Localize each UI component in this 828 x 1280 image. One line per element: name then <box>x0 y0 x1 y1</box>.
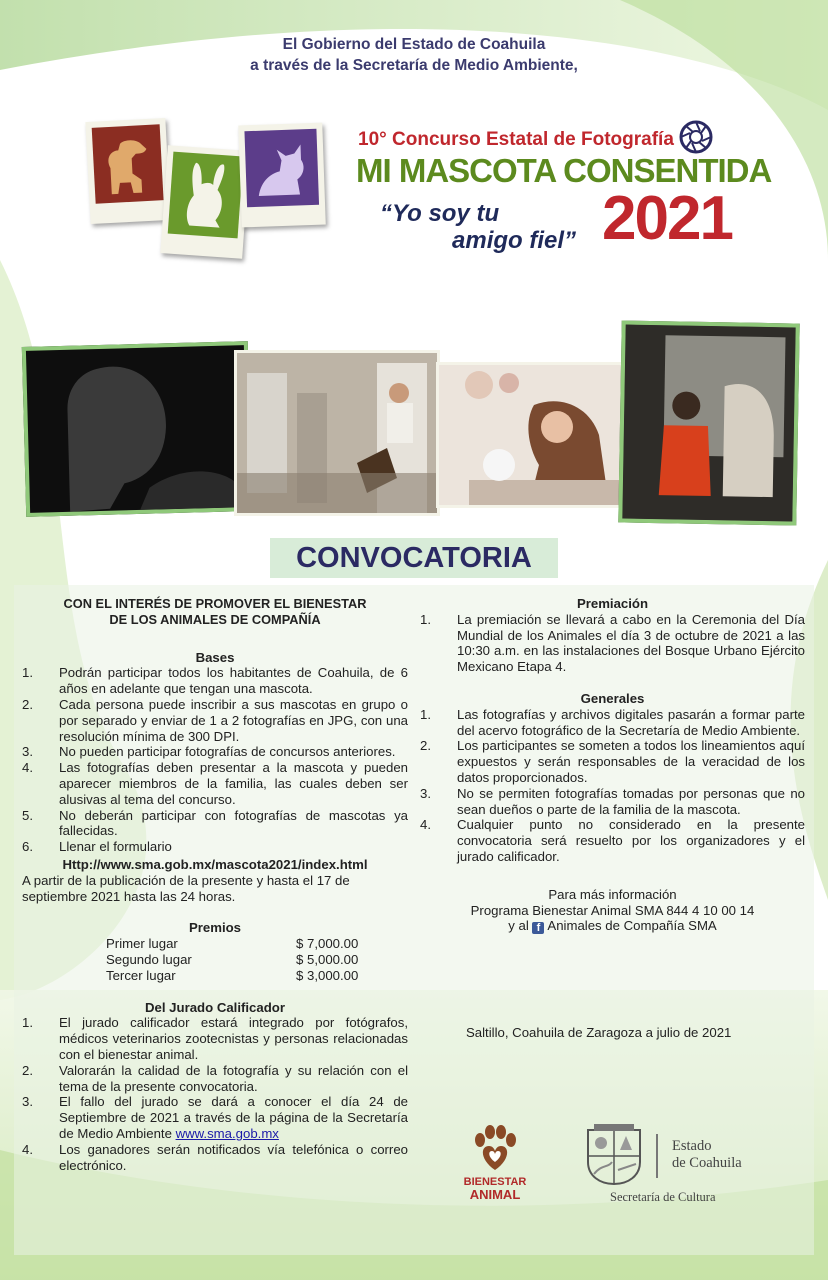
convocatoria-heading: CONVOCATORIA <box>270 538 558 578</box>
photo-strip <box>24 340 814 510</box>
list-item <box>22 665 408 697</box>
estado-line-2: de Coahuila <box>672 1155 742 1171</box>
item-number: 3. <box>22 744 33 760</box>
list-item <box>22 1142 408 1174</box>
deadline-text: A partir de la publicación de la presente y hasta el 17 de septiembre 2021 hasta las 24 horas. <box>22 872 350 904</box>
header <box>0 34 828 76</box>
list-item <box>420 707 805 739</box>
intro-line-1: CON EL INTERÉS DE PROMOVER EL BIENESTAR <box>63 596 367 611</box>
prize-place: Primer lugar <box>106 936 178 952</box>
jurado-title: Del Jurado Calificador <box>145 999 285 1015</box>
contest-tagline: “Yo soy tu amigo fiel” <box>380 200 577 254</box>
list-item <box>22 1063 408 1095</box>
generales-title: Generales <box>580 690 645 706</box>
list-item <box>22 808 408 840</box>
form-url[interactable]: Http://www.sma.gob.mx/mascota2021/index.html <box>62 856 368 872</box>
bienestar-line-1: BIENESTAR <box>463 1176 527 1188</box>
premiacion-list <box>420 612 805 675</box>
list-item <box>420 817 805 864</box>
item-number: 6. <box>22 839 33 855</box>
prize-place: Tercer lugar <box>106 967 176 983</box>
bienestar-animal-logo <box>462 1124 528 1202</box>
item-text: Los ganadores serán notificados vía telefónica o correo electrónico. <box>59 1141 408 1173</box>
list-item <box>22 760 408 807</box>
list-item <box>22 697 408 744</box>
jurado-list <box>22 1015 408 1173</box>
item-number: 2. <box>420 738 431 754</box>
list-item <box>22 744 408 760</box>
dog-icon <box>92 124 164 203</box>
premiacion-title: Premiación <box>576 596 649 611</box>
bases-title: Bases <box>195 649 235 665</box>
prize-amount: $ 5,000.00 <box>296 951 359 967</box>
prize-table <box>22 936 408 983</box>
more-info-line-2: Programa Bienestar Animal SMA 844 4 10 00 14 <box>470 902 755 918</box>
left-column <box>22 596 408 1173</box>
prize-amount: $ 7,000.00 <box>296 936 359 952</box>
item-number: 1. <box>420 611 431 627</box>
item-number: 5. <box>22 807 33 823</box>
prize-place: Segundo lugar <box>106 951 192 967</box>
facebook-icon: f <box>532 922 544 934</box>
list-item <box>420 738 805 785</box>
polaroid-cat <box>238 123 326 228</box>
header-line-2: a través de la Secretaría de Medio Ambiente, <box>250 57 578 74</box>
prize-amount: $ 3,000.00 <box>296 967 359 983</box>
contest-year: 2021 <box>602 184 732 253</box>
item-text: Los participantes se someten a todos los lineamientos aquí expuestos y serán responsables de la veracidad de los datos proporcionados. <box>457 738 805 785</box>
camera-aperture-icon <box>679 120 713 154</box>
more-info-line-1: Para más información <box>548 886 677 902</box>
bienestar-line-2: ANIMAL <box>469 1187 521 1202</box>
more-info-line-3: y al f Animales de Compañía SMA <box>508 918 717 935</box>
secretaria-cultura: Secretaría de Cultura <box>610 1190 716 1204</box>
item-number: 1. <box>22 665 33 681</box>
facebook-page-link[interactable]: Animales de Compañía SMA <box>547 918 717 934</box>
more-info <box>420 887 805 935</box>
item-text: Llenar el formulario <box>59 839 172 855</box>
item-text: Valorarán la calidad de la fotografía y su relación con el tema de la presente convocatoria. <box>59 1062 408 1094</box>
item-text: Las fotografías y archivos digitales pasarán a formar parte del acervo fotográfico de la Secretaría de Medio Ambiente. <box>457 706 805 738</box>
item-number: 2. <box>22 696 33 712</box>
item-number: 3. <box>22 1094 33 1110</box>
cat-icon <box>244 129 319 207</box>
item-text: No deberán participar con fotografías de mascotas ya fallecidas. <box>59 807 408 839</box>
item-number: 4. <box>22 760 33 776</box>
right-column <box>420 596 805 934</box>
rabbit-icon <box>168 152 244 239</box>
paw-heart-icon <box>470 1124 520 1172</box>
photo-child-silhouette <box>22 341 252 517</box>
list-item <box>22 1015 408 1062</box>
prize-row <box>106 936 408 952</box>
item-number: 2. <box>22 1062 33 1078</box>
place-date: Saltillo, Coahuila de Zaragoza a julio de 2021 <box>466 1025 732 1040</box>
prize-row <box>106 952 408 968</box>
item-text: Las fotografías deben presentar a la mascota y pueden aparecer miembros de la familia, las cuales deben ser alusivas al tema del concurso. <box>59 760 408 807</box>
item-number: 4. <box>420 817 431 833</box>
contest-title: MI MASCOTA CONSENTIDA <box>356 152 772 189</box>
bases-list <box>22 665 408 855</box>
item-number: 4. <box>22 1141 33 1157</box>
list-item <box>420 786 805 818</box>
item-text: El jurado calificador estará integrado por fotógrafos, médicos veterinarios zootecnistas y personas relacionadas con el bienestar animal. <box>59 1015 408 1062</box>
generales-list <box>420 707 805 865</box>
item-number: 1. <box>420 706 431 722</box>
intro-line-2: DE LOS ANIMALES DE COMPAÑÍA <box>109 611 321 627</box>
estado-coahuila-logo <box>584 1124 784 1206</box>
photo-man-dog-balcony <box>234 350 440 516</box>
list-item <box>22 839 408 855</box>
item-number: 3. <box>420 785 431 801</box>
item-text: Cualquier punto no considerado en la presente convocatoria será resuelto por los organizadores y el jurado calificador. <box>457 817 805 864</box>
polaroid-dog <box>85 118 170 224</box>
item-text: Cada persona puede inscribir a sus mascotas en grupo o por separado y enviar de 1 a 2 fotografías en JPG, con una resolución mínima de 300 DPI. <box>59 696 408 744</box>
coat-of-arms-icon <box>584 1124 644 1186</box>
list-item <box>22 1094 408 1141</box>
polaroid-rabbit <box>160 145 249 258</box>
contest-subtitle: 10° Concurso Estatal de Fotografía <box>358 120 713 154</box>
header-line-1: El Gobierno del Estado de Coahuila <box>282 36 546 53</box>
item-text: No pueden participar fotografías de concursos anteriores. <box>59 744 396 760</box>
photo-woman-puppy <box>436 362 628 508</box>
premios-title: Premios <box>188 920 242 936</box>
list-item <box>420 612 805 675</box>
photo-child-dogs-window <box>618 320 799 525</box>
item-number: 1. <box>22 1015 33 1031</box>
prize-row <box>106 968 408 984</box>
sma-website-link[interactable]: www.sma.gob.mx <box>175 1125 279 1141</box>
estado-line-1: Estado <box>672 1138 712 1154</box>
item-text: La premiación se llevará a cabo en la Ceremonia del Día Mundial de los Animales el día 3 de octubre de 2021 a las 10:30 a.m. en las instalaciones del Bosque Urbano Ejército Mexicano Etapa 4. <box>457 611 805 675</box>
item-text: No se permiten fotografías tomadas por personas que no sean dueños o parte de la familia de la mascota. <box>457 785 805 817</box>
item-text: Podrán participar todos los habitantes de Coahuila, de 6 años en adelante que tengan una mascota. <box>59 665 408 697</box>
item-text: El fallo del jurado se dará a conocer el día 24 de Septiembre de 2021 a través de la página de la Secretaría de Medio Ambiente <box>59 1094 408 1141</box>
